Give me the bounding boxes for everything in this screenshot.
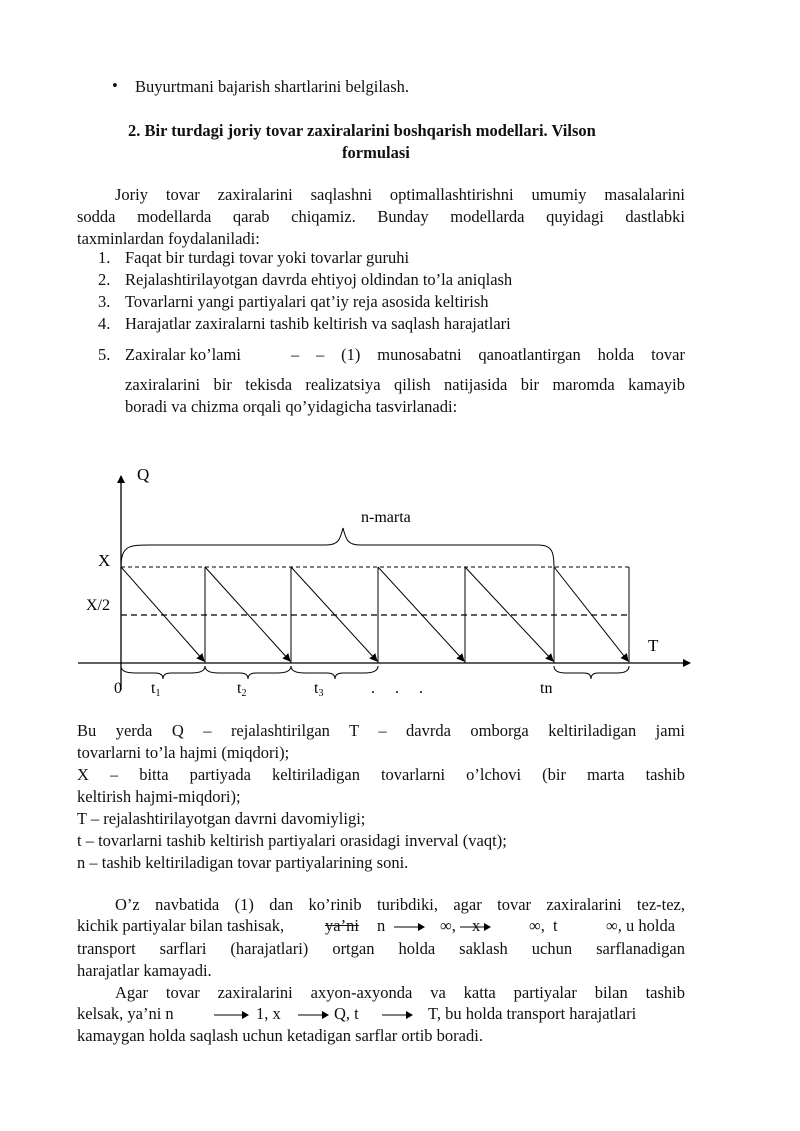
depletion-lines bbox=[121, 567, 628, 661]
origin-label: 0 bbox=[114, 680, 122, 697]
paragraph-2-cont bbox=[77, 938, 685, 982]
tick-label-t2: t2 bbox=[237, 680, 247, 699]
definition-line: t – tovarlarni tashib keltirish partiyalari orasidagi inverval (vaqt); bbox=[77, 831, 507, 850]
definitions bbox=[77, 720, 685, 874]
item5-line3: boradi va chizma orqali qo’yidagicha tasvirlanadi: bbox=[125, 397, 458, 416]
item5-num: 5. bbox=[98, 345, 111, 364]
arrow-right-icon bbox=[296, 1006, 332, 1022]
arrow-right-icon bbox=[392, 918, 428, 934]
list-item: 3. Tovarlarni yangi partiyalari qat’iy reja asosida keltirish bbox=[98, 292, 489, 311]
para2-line2c: n bbox=[377, 916, 386, 935]
para2-line1: O’z navbatida (1) dan ko’rinib turibdiki, agar tovar zaxiralarini tez-tez, bbox=[115, 895, 685, 914]
definition-line: keltirish hajmi-miqdori); bbox=[77, 787, 241, 806]
list-item: 4. Harajatlar zaxiralarni tashib keltirish va saqlash harajatlari bbox=[98, 314, 511, 333]
item5-part2: – – (1) munosabatni qanoatlantirgan holda tovar bbox=[291, 345, 685, 364]
tick-label-t3: t3 bbox=[314, 680, 324, 699]
para2-line2f: ∞, bbox=[529, 916, 545, 935]
intro-line3: taxminlardan foydalaniladi: bbox=[77, 229, 260, 248]
para2-line2b: ya’ni bbox=[325, 916, 359, 935]
level-half-label: X/2 bbox=[86, 597, 110, 614]
definition-line: tovarlarni to’la hajmi (miqdori); bbox=[77, 743, 290, 762]
para3-line3: kamaygan holda saqlash uchun ketadigan sarflar ortib boradi. bbox=[77, 1026, 483, 1045]
tick-dots: . . . bbox=[371, 680, 423, 697]
paragraph-2 bbox=[77, 894, 685, 916]
list-item: 1. Faqat bir turdagi tovar yoki tovarlar guruhi bbox=[98, 248, 410, 267]
item5-line2: zaxiralarini bir tekisda realizatsiya qilish natijasida bir maromda kamayib bbox=[125, 375, 685, 394]
para3-line1: Agar tovar zaxiralarini axyon-axyonda va katta partiyalar bilan tashib bbox=[115, 983, 685, 1002]
para2-line2h: ∞, u holda bbox=[606, 916, 676, 935]
y-axis-label: Q bbox=[137, 465, 150, 484]
intro-line1: Joriy tovar zaxiralarini saqlashni optimallashtirishni umumiy masalalarini bbox=[115, 185, 685, 204]
bullet-text: Buyurtmani bajarish shartlarini belgilash. bbox=[135, 77, 410, 96]
tick-label-t1: t1 bbox=[151, 680, 161, 699]
n-marta-brace bbox=[121, 528, 554, 567]
para2-line2g: t bbox=[553, 916, 558, 935]
definition-line: Bu yerda Q – rejalashtirilgan T – davrda omborga keltiriladigan jami bbox=[77, 721, 685, 740]
para2-line4: harajatlar kamayadi. bbox=[77, 961, 212, 980]
para2-line2d: ∞, bbox=[440, 916, 456, 935]
para3-line2a: kelsak, ya’ni n bbox=[77, 1004, 174, 1023]
para3-line2b: 1, x bbox=[256, 1004, 281, 1023]
arrow-right-icon bbox=[212, 1006, 252, 1022]
level-x-label: X bbox=[98, 551, 111, 570]
tick-label-tn: tn bbox=[540, 680, 553, 697]
list-item: 2. Rejalashtirilayotgan davrda ehtiyoj oldindan to’la aniqlash bbox=[98, 270, 513, 289]
para2-line2a: kichik partiyalar bilan tashisak, bbox=[77, 916, 285, 935]
section-title-line2: formulasi bbox=[342, 143, 410, 162]
para3-line2c: Q, t bbox=[334, 1004, 359, 1023]
paragraph-3 bbox=[77, 982, 685, 1004]
definition-line: T – rejalashtirilayotgan davrni davomiyligi; bbox=[77, 809, 366, 828]
section-title-line1: 2. Bir turdagi joriy tovar zaxiralarini boshqarish modellari. Vilson bbox=[128, 121, 596, 140]
x-axis-label: T bbox=[648, 636, 659, 655]
interval-braces bbox=[121, 666, 629, 679]
arrow-right-icon bbox=[380, 1006, 416, 1022]
brace-label: n-marta bbox=[361, 509, 411, 526]
item5-part1: Zaxiralar ko’lami bbox=[125, 345, 241, 364]
para2-line2e: x bbox=[472, 916, 481, 935]
para2-line3: transport sarflari (harajatlari) ortgan holda saklash uchun sarflanadigan bbox=[77, 939, 685, 958]
intro-line2: sodda modellarda qarab chiqamiz. Bunday modellarda quyidagi dastlabki bbox=[77, 207, 685, 226]
definition-line: X – bitta partiyada keltiriladigan tovarlarni o’lchovi (bir marta tashib bbox=[77, 765, 685, 784]
para3-line2d: T, bu holda transport harajatlari bbox=[428, 1004, 637, 1023]
bullet-icon: • bbox=[112, 76, 118, 95]
definition-line: n – tashib keltiriladigan tovar partiyalarining soni. bbox=[77, 853, 409, 872]
